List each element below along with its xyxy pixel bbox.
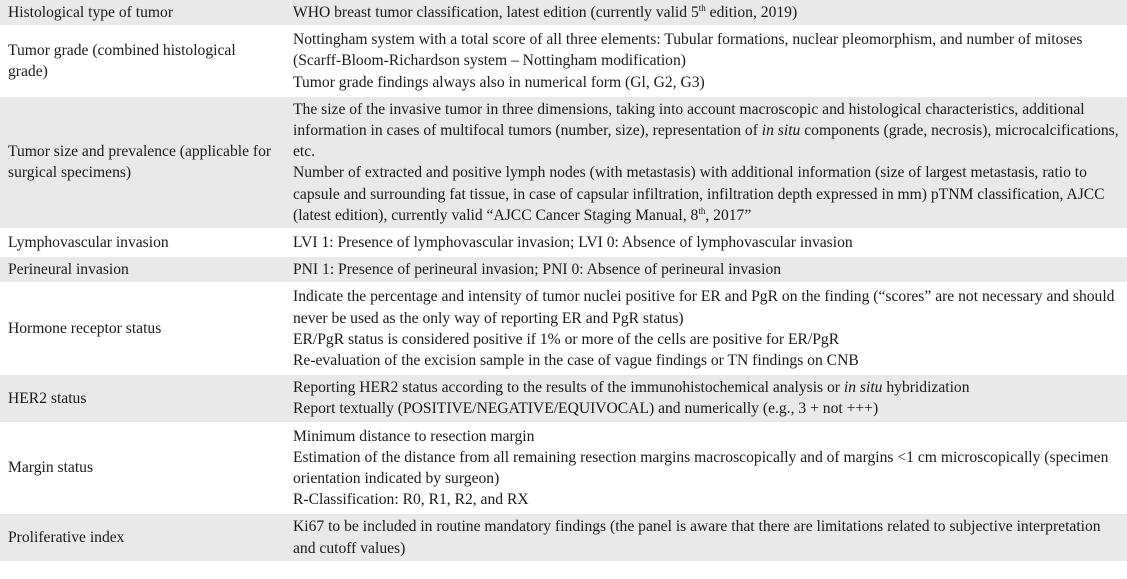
requirement-line [293, 398, 1123, 419]
table-row [0, 374, 1127, 422]
requirement-text: Minimum distance to resection margin [293, 427, 535, 445]
requirement-text: Number of extracted and positive lymph nodes (with metastasis) with additional information (size of largest metastasis, ratio to capsule and surrounding fat tissue, in case of capsular infiltration, infiltration depth expressed in mm) pTNM classification, AJCC (latest edition), currently valid “AJCC Cancer Staging Manual, 8 [293, 164, 1105, 224]
requirement-text: Nottingham system with a total score of all three elements: Tubular formations, nuclear pleomorphism, and number of mitoses (Scarff-Bloom-Richardson system – Nottingham modification) [293, 31, 1083, 70]
requirement-text: , 2017” [705, 206, 752, 224]
requirement-text: LVI 1: Presence of lymphovascular invasion; LVI 0: Absence of lymphovascular invasion [293, 234, 853, 252]
requirement-text: Report textually (POSITIVE/NEGATIVE/EQUIVOCAL) and numerically (e.g., 3 + not +++) [293, 400, 879, 418]
requirement-line [293, 350, 1123, 371]
requirement-text: edition, 2019) [705, 4, 798, 21]
requirement-text: The size of the invasive tumor in three dimensions, taking into account macroscopic and histological characteristics, additional information in cases of multifocal tumors (number, size), representation of [293, 100, 1085, 140]
parameter-label: Tumor size and prevalence (applicable for surgical specimens) [0, 96, 285, 229]
requirement-line [293, 259, 1123, 280]
parameter-requirements [285, 0, 1127, 26]
requirement-line [293, 29, 1123, 71]
requirement-text: Ki67 to be included in routine mandatory findings (the panel is aware that there are limitations related to subjective interpretation and cutoff values) [293, 518, 1101, 557]
table-row [0, 283, 1127, 374]
ordinal-suffix: th [698, 205, 706, 216]
table-row [0, 229, 1127, 256]
parameter-requirements [285, 96, 1127, 229]
parameter-requirements [285, 256, 1127, 283]
requirement-line [293, 232, 1123, 253]
requirement-text: Tumor grade findings always also in numerical form (Gl, G2, G3) [293, 73, 705, 91]
italic-term: in situ [761, 122, 801, 140]
requirement-line [293, 99, 1123, 163]
requirement-line [293, 162, 1123, 226]
requirement-line [293, 426, 1123, 447]
table-row [0, 96, 1127, 229]
parameter-label: Tumor grade (combined histological grade) [0, 26, 285, 96]
requirement-text: R-Classification: R0, R1, R2, and RX [293, 491, 529, 509]
parameter-label: Lymphovascular invasion [0, 229, 285, 256]
parameter-label: Histological type of tumor [0, 0, 285, 26]
requirement-line [293, 329, 1123, 350]
italic-term: in situ [843, 379, 883, 397]
requirement-line [293, 377, 1123, 398]
parameter-requirements [285, 423, 1127, 514]
parameter-requirements [285, 374, 1127, 422]
requirement-text: Estimation of the distance from all remaining resection margins macroscopically and of margins <1 cm microscopically (specimen orientation indicated by surgeon) [293, 448, 1109, 488]
requirement-line [293, 72, 1123, 93]
requirement-text: components (grade, necrosis), microcalcifications, etc. [293, 122, 1119, 161]
requirement-text: WHO breast tumor classification, latest edition (currently valid 5 [293, 4, 699, 21]
table-row [0, 0, 1127, 26]
requirement-text: hybridization [882, 379, 970, 397]
parameter-label: HER2 status [0, 374, 285, 422]
requirement-text: ER/PgR status is considered positive if 1% or more of the cells are positive for ER/PgR [293, 330, 840, 348]
parameter-label: Proliferative index [0, 513, 285, 561]
requirement-line [293, 447, 1123, 489]
ordinal-suffix: th [698, 2, 706, 13]
requirement-line [293, 286, 1123, 328]
requirement-line [293, 516, 1123, 558]
parameter-requirements [285, 26, 1127, 96]
parameter-label: Hormone receptor status [0, 283, 285, 374]
requirement-text: PNI 1: Presence of perineural invasion; PNI 0: Absence of perineural invasion [293, 261, 782, 279]
requirement-line [293, 489, 1123, 510]
parameter-label: Perineural invasion [0, 256, 285, 283]
parameter-label: Margin status [0, 423, 285, 514]
table-row [0, 256, 1127, 283]
requirement-text: Re-evaluation of the excision sample in the case of vague findings or TN findings on CNB [293, 352, 859, 370]
table-row [0, 26, 1127, 96]
parameter-requirements [285, 283, 1127, 374]
parameter-requirements [285, 229, 1127, 256]
requirement-text: Reporting HER2 status according to the results of the immunohistochemical analysis or [293, 379, 844, 397]
table-row [0, 423, 1127, 514]
table-row [0, 513, 1127, 561]
requirement-text: Indicate the percentage and intensity of tumor nuclei positive for ER and PgR on the finding (“scores” are not necessary and should never be used as the only way of reporting ER and PgR status) [293, 288, 1115, 327]
requirement-line [293, 2, 1123, 23]
parameter-requirements [285, 513, 1127, 561]
